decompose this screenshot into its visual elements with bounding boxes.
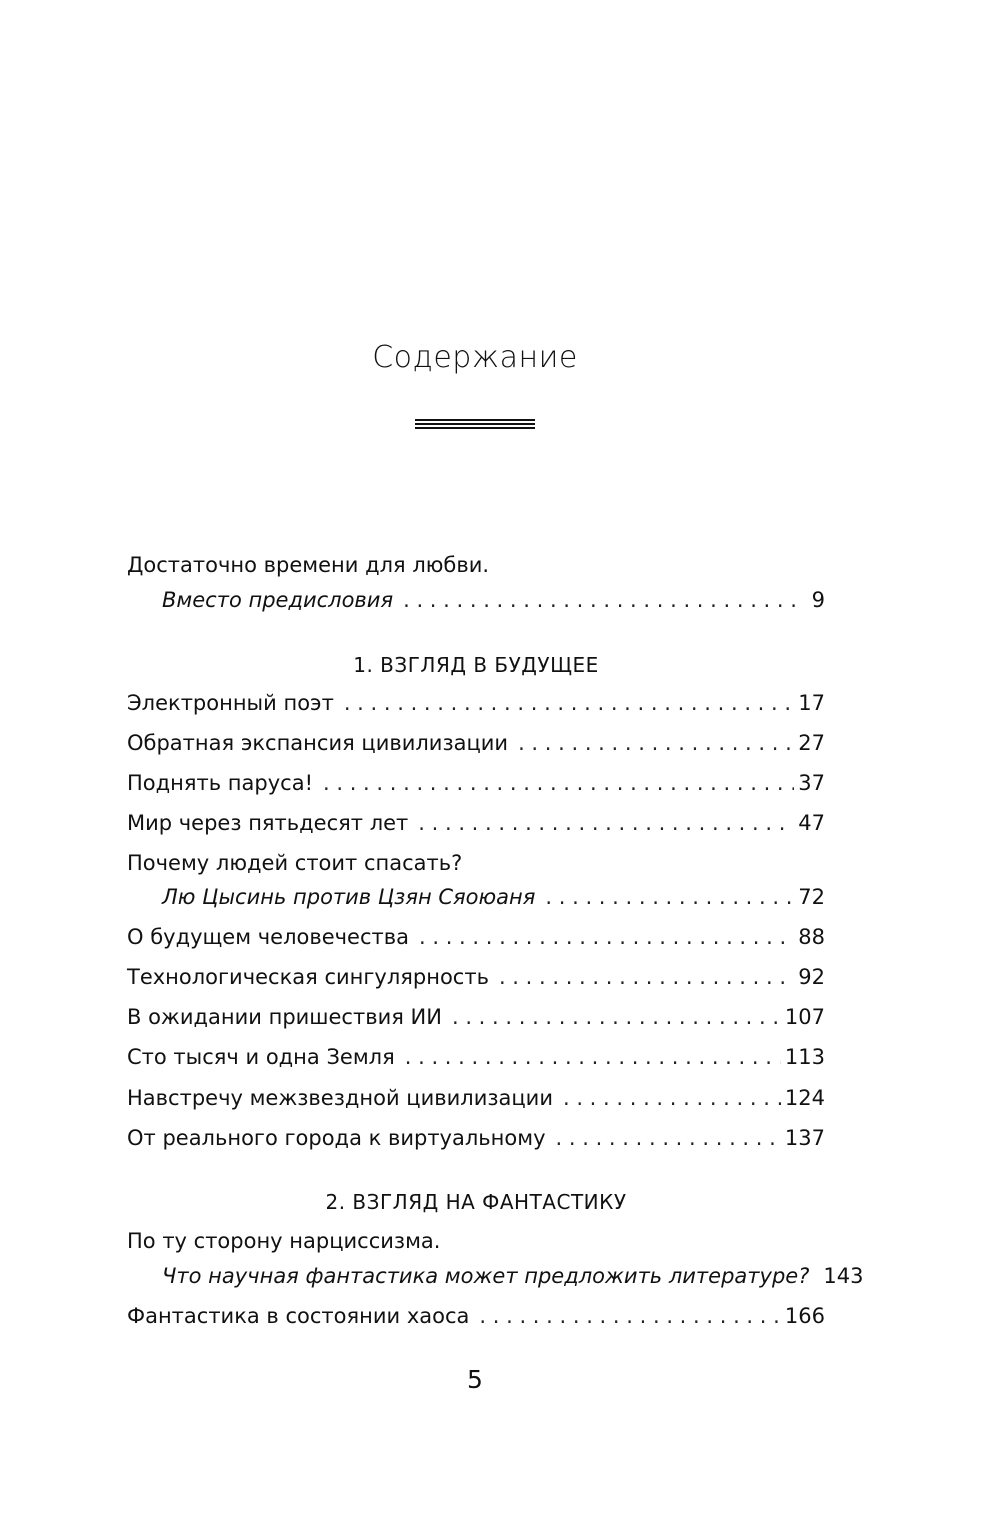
- toc-entry-label: Электронный поэт: [127, 691, 334, 715]
- toc-entry-page: 47: [798, 811, 825, 835]
- toc-entry-page: 124: [784, 1086, 825, 1110]
- section-heading: 2. ВЗГЛЯД НА ФАНТАСТИКУ: [325, 1190, 627, 1214]
- toc-entry-label: Обратная экспансия цивилизации: [127, 731, 509, 755]
- toc-entry-page: 143: [823, 1264, 864, 1288]
- toc-entry-page: 113: [784, 1045, 825, 1069]
- toc-entry[interactable]: [127, 1042, 825, 1072]
- toc-entry-label: Фантастика в состоянии хаоса: [127, 1304, 470, 1328]
- toc-entry[interactable]: [127, 808, 825, 838]
- toc-entry[interactable]: [127, 882, 825, 912]
- toc-leader-dots: [418, 808, 794, 838]
- toc-leader-dots: [479, 1301, 781, 1331]
- toc-entry-label: О будущем человечества: [127, 925, 409, 949]
- toc-leader-dots: [344, 688, 794, 718]
- toc-entry-page: 166: [784, 1304, 825, 1328]
- toc-entry-label: Сто тысяч и одна Земля: [127, 1045, 395, 1069]
- toc-entry-label: Навстречу межзвездной цивилизации: [127, 1086, 553, 1110]
- toc-leader-dots: [403, 585, 797, 615]
- toc-entry-page: 92: [798, 965, 825, 989]
- toc-entry-label: Мир через пятьдесят лет: [127, 811, 409, 835]
- toc-entry-page: 9: [811, 588, 825, 612]
- toc-entry[interactable]: [127, 1083, 825, 1113]
- toc-leader-dots: [323, 768, 794, 798]
- toc-leader-dots: [405, 1042, 781, 1072]
- toc-entry-lead: По ту сторону нарциссизма.: [127, 1229, 441, 1253]
- toc-entry-page: 88: [798, 925, 825, 949]
- toc-entry-label: Поднять паруса!: [127, 771, 313, 795]
- toc-entry-page: 37: [798, 771, 825, 795]
- toc-entry[interactable]: [127, 922, 825, 952]
- toc-entry[interactable]: [127, 688, 825, 718]
- section-heading: 1. ВЗГЛЯД В БУДУЩЕЕ: [353, 653, 599, 677]
- toc-entry-page: 17: [798, 691, 825, 715]
- contents-title: Содержание: [372, 340, 578, 375]
- toc-entry-page: 137: [784, 1126, 825, 1150]
- toc-entry[interactable]: [127, 1261, 864, 1291]
- page-number: 5: [467, 1365, 483, 1394]
- toc-entry-label: Вместо предисловия: [162, 588, 394, 612]
- toc-leader-dots: [556, 1123, 781, 1153]
- toc-leader-dots: [419, 922, 794, 952]
- toc-entry-lead: Почему людей стоит спасать?: [127, 851, 463, 875]
- toc-leader-dots: [452, 1002, 781, 1032]
- toc-entry-label: От реального города к виртуальному: [127, 1126, 546, 1150]
- toc-entry[interactable]: [127, 585, 825, 615]
- toc-entry[interactable]: [127, 768, 825, 798]
- toc-entry-label: В ожидании пришествия ИИ: [127, 1005, 442, 1029]
- toc-entry-page: 107: [784, 1005, 825, 1029]
- toc-entry-page: 72: [798, 885, 825, 909]
- title-ornament: [415, 419, 535, 433]
- toc-leader-dots: [545, 882, 794, 912]
- toc-entry[interactable]: [127, 1002, 825, 1032]
- toc-entry[interactable]: [127, 728, 825, 758]
- toc-entry-label: Технологическая сингулярность: [127, 965, 489, 989]
- toc-entry-page: 27: [798, 731, 825, 755]
- toc-entry-label: Лю Цысинь против Цзян Сяоюаня: [162, 885, 536, 909]
- toc-leader-dots: [563, 1083, 781, 1113]
- toc-entry-label: Что научная фантастика может предложить литературе?: [162, 1264, 810, 1288]
- toc-entry[interactable]: [127, 1301, 825, 1331]
- toc-leader-dots: [499, 962, 794, 992]
- toc-entry[interactable]: [127, 962, 825, 992]
- toc-entry[interactable]: [127, 1123, 825, 1153]
- toc-entry-lead: Достаточно времени для любви.: [127, 553, 490, 577]
- toc-leader-dots: [518, 728, 794, 758]
